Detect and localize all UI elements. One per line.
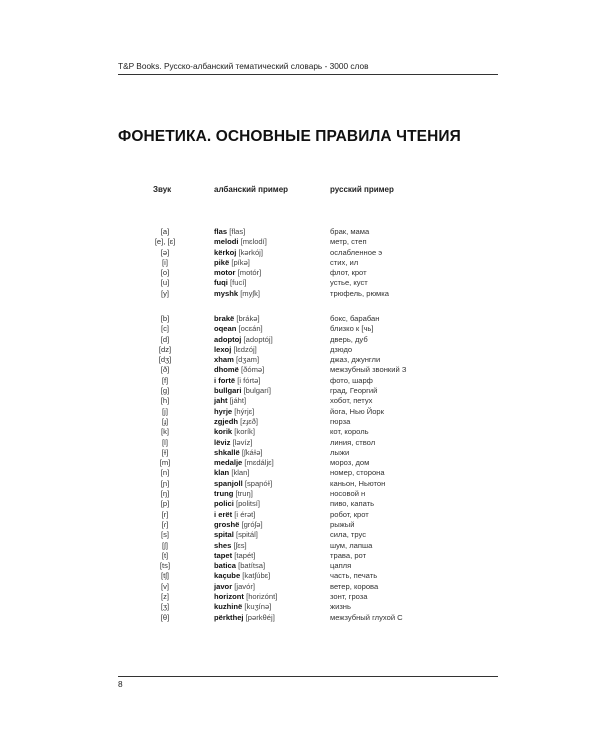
russian-example: град, Георгий	[330, 386, 378, 396]
albanian-word: horizont	[214, 592, 244, 602]
albanian-word: melodi	[214, 237, 239, 247]
table-row	[0, 407, 600, 417]
albanian-example	[214, 427, 255, 437]
sound-symbol: [c]	[160, 324, 170, 334]
albanian-example	[214, 278, 247, 288]
column-header-russian: русский пример	[330, 185, 394, 194]
sound-symbol: [ʃ]	[162, 540, 168, 550]
albanian-example	[214, 571, 270, 581]
table-row	[0, 448, 600, 458]
sound-symbol: [ts]	[159, 561, 171, 571]
albanian-word: spanjoll	[214, 478, 243, 488]
albanian-example	[214, 289, 260, 299]
albanian-example	[214, 396, 246, 406]
albanian-example	[214, 314, 260, 324]
albanian-word: polici	[214, 499, 234, 509]
albanian-word: hyrje	[214, 406, 233, 416]
transcription: [katʃúbɛ]	[242, 571, 271, 581]
sound-symbol: [ə]	[160, 247, 170, 257]
column-header-albanian: албанский пример	[214, 185, 289, 194]
transcription: [ʃɛs]	[233, 540, 247, 550]
albanian-word: bullgari	[214, 386, 242, 396]
table-row	[0, 227, 600, 237]
albanian-word: fuqi	[214, 278, 228, 288]
albanian-word: myshk	[214, 288, 239, 298]
albanian-word: medalje	[214, 458, 243, 468]
russian-example: часть, печать	[330, 571, 378, 581]
albanian-example	[214, 541, 247, 551]
sound-symbol: [ŋ]	[160, 489, 170, 499]
albanian-example	[214, 520, 263, 530]
russian-example: трава, рот	[330, 550, 367, 560]
sound-symbol: [i]	[162, 257, 168, 267]
table-row	[0, 335, 600, 345]
sound-symbol: [tʃ]	[160, 571, 170, 581]
russian-example: пиво, капать	[330, 499, 375, 509]
transcription: [brákə]	[236, 314, 260, 323]
transcription: [ðómə]	[241, 365, 265, 375]
sound-symbol: [u]	[160, 278, 170, 288]
sound-symbol: [o]	[160, 268, 170, 278]
albanian-example	[214, 268, 261, 278]
transcription: [bulgarí]	[243, 386, 272, 396]
transcription: [javór]	[234, 581, 255, 591]
russian-example: мороз, дом	[330, 458, 370, 468]
russian-example: трюфель, рюмка	[330, 288, 389, 298]
albanian-example	[214, 448, 263, 458]
russian-example: цапля	[330, 561, 352, 571]
sound-symbol: [dz]	[158, 344, 172, 354]
russian-example: йога, Нью Йорк	[330, 406, 384, 416]
sound-symbol: [ɫ]	[161, 447, 169, 457]
russian-example: каньон, Ньютон	[330, 478, 386, 488]
russian-example: ослабленное э	[330, 247, 383, 257]
sound-symbol: [d]	[160, 334, 170, 344]
albanian-word: brakë	[214, 314, 235, 323]
table-row	[0, 592, 600, 602]
table-row	[0, 602, 600, 612]
running-title: T&P Books. Русско-албанский тематический словарь - 3000 слов	[118, 61, 369, 71]
table-row	[0, 396, 600, 406]
transcription: [hýrjɛ]	[234, 406, 255, 416]
russian-example: межзубный глухой С	[330, 612, 403, 622]
consonants-table	[0, 314, 600, 623]
sound-symbol: [θ]	[160, 612, 170, 622]
albanian-word: lexoj	[214, 344, 232, 354]
albanian-word: shes	[214, 540, 232, 550]
transcription: [politsí]	[235, 499, 261, 509]
russian-example: гюрза	[330, 416, 351, 426]
table-row	[0, 499, 600, 509]
albanian-word: i fortë	[214, 375, 236, 385]
sound-symbol: [m]	[159, 458, 171, 468]
russian-example: носовой н	[330, 489, 366, 499]
transcription: [fucí]	[230, 278, 247, 288]
transcription: [klan]	[231, 468, 250, 478]
transcription: [i érət]	[234, 509, 256, 519]
sound-symbol: [dʒ]	[158, 355, 172, 365]
sound-symbol: [z]	[160, 592, 170, 602]
albanian-example	[214, 335, 273, 345]
table-row	[0, 510, 600, 520]
table-row	[0, 237, 600, 247]
sound-symbol: [ɾ]	[161, 519, 169, 529]
table-row	[0, 355, 600, 365]
transcription: [spitál]	[235, 530, 258, 540]
russian-example: ветер, корова	[330, 581, 379, 591]
albanian-word: shkallë	[214, 447, 240, 457]
albanian-word: lëviz	[214, 437, 231, 447]
transcription: [gróʃə]	[241, 519, 263, 529]
albanian-example	[214, 386, 271, 396]
albanian-word: pikë	[214, 257, 230, 267]
sound-symbol: [ɟ]	[161, 416, 169, 426]
albanian-word: tapet	[214, 550, 233, 560]
albanian-example	[214, 499, 260, 509]
vowels-table	[0, 227, 600, 299]
albanian-word: motor	[214, 268, 236, 278]
albanian-example	[214, 237, 267, 247]
transcription: [zɟɛð]	[240, 416, 259, 426]
transcription: [horizónt]	[246, 592, 278, 602]
transcription: [motór]	[237, 268, 262, 278]
albanian-word: kaçube	[214, 571, 241, 581]
transcription: [ocɛán]	[238, 324, 263, 334]
albanian-example	[214, 582, 255, 592]
table-row	[0, 582, 600, 592]
albanian-example	[214, 417, 258, 427]
albanian-example	[214, 479, 272, 489]
table-row	[0, 345, 600, 355]
transcription: [kərkój]	[238, 247, 263, 257]
table-row	[0, 268, 600, 278]
table-row	[0, 314, 600, 324]
albanian-word: trung	[214, 489, 234, 499]
russian-example: близко к [чь]	[330, 324, 374, 334]
russian-example: фото, шарф	[330, 375, 373, 385]
russian-example: джаз, джунгли	[330, 355, 381, 365]
russian-example: робот, крот	[330, 509, 369, 519]
header-rule	[118, 74, 498, 75]
albanian-word: batica	[214, 561, 236, 571]
albanian-example	[214, 592, 277, 602]
russian-example: флот, крот	[330, 268, 367, 278]
sound-symbol: [ð]	[160, 365, 170, 375]
albanian-example	[214, 258, 250, 268]
sound-symbol: [ʒ]	[160, 602, 170, 612]
russian-example: сила, трус	[330, 530, 367, 540]
table-row	[0, 376, 600, 386]
russian-example: межзубный звонкий З	[330, 365, 407, 375]
albanian-example	[214, 407, 254, 417]
transcription: [pərkθéj]	[245, 612, 275, 622]
albanian-word: dhomë	[214, 365, 239, 375]
albanian-word: jaht	[214, 396, 228, 406]
table-row	[0, 468, 600, 478]
transcription: [i fórtə]	[237, 375, 261, 385]
sound-symbol: [j]	[162, 406, 168, 416]
table-row	[0, 458, 600, 468]
albanian-example	[214, 376, 260, 386]
transcription: [adoptój]	[243, 334, 273, 344]
albanian-word: groshë	[214, 519, 240, 529]
sound-symbol: [h]	[160, 396, 170, 406]
sound-symbol: [e], [ɛ]	[154, 237, 176, 247]
russian-example: метр, степ	[330, 237, 367, 247]
albanian-word: adoptoj	[214, 334, 242, 344]
russian-example: линия, ствол	[330, 437, 376, 447]
albanian-word: xham	[214, 355, 234, 365]
albanian-example	[214, 324, 263, 334]
sound-symbol: [f]	[161, 375, 169, 385]
table-row	[0, 365, 600, 375]
table-row	[0, 258, 600, 268]
transcription: [píkə]	[231, 257, 250, 267]
transcription: [ləvíz]	[232, 437, 253, 447]
sound-symbol: [s]	[160, 530, 170, 540]
albanian-example	[214, 468, 249, 478]
page-number: 8	[118, 679, 123, 689]
russian-example: дверь, дуб	[330, 334, 368, 344]
transcription: [truŋ]	[235, 489, 253, 499]
sound-symbol: [n]	[160, 468, 170, 478]
sound-symbol: [b]	[160, 314, 170, 323]
sound-symbol: [k]	[160, 427, 170, 437]
sound-symbol: [y]	[160, 288, 170, 298]
transcription: [jáht]	[229, 396, 247, 406]
albanian-word: javor	[214, 581, 233, 591]
sound-symbol: [g]	[160, 386, 170, 396]
table-row	[0, 520, 600, 530]
albanian-word: zgjedh	[214, 416, 239, 426]
transcription: [lɛdzój]	[233, 344, 257, 354]
table-row	[0, 289, 600, 299]
transcription: [korík]	[234, 427, 255, 437]
table-row	[0, 571, 600, 581]
sound-symbol: [t]	[161, 550, 169, 560]
table-row	[0, 278, 600, 288]
russian-example: устье, куст	[330, 278, 368, 288]
albanian-word: kërkoj	[214, 247, 237, 257]
russian-example: жизнь	[330, 602, 351, 612]
albanian-example	[214, 530, 258, 540]
transcription: [myʃk]	[240, 288, 261, 298]
albanian-example	[214, 613, 275, 623]
albanian-word: kuzhinë	[214, 602, 243, 612]
transcription: [mɛlodí]	[240, 237, 267, 247]
sound-symbol: [r]	[161, 509, 169, 519]
russian-example: стих, ил	[330, 257, 359, 267]
transcription: [batítsa]	[238, 561, 266, 571]
albanian-example	[214, 345, 257, 355]
russian-example: номер, сторона	[330, 468, 385, 478]
table-row	[0, 386, 600, 396]
albanian-word: përkthej	[214, 612, 244, 622]
russian-example: лыжи	[330, 447, 350, 457]
albanian-word: flas	[214, 227, 228, 236]
table-row	[0, 551, 600, 561]
russian-example: дзюдо	[330, 344, 353, 354]
table-row	[0, 489, 600, 499]
sound-symbol: [l]	[162, 437, 168, 447]
albanian-example	[214, 489, 253, 499]
transcription: [kuʒínə]	[244, 602, 272, 612]
table-row	[0, 613, 600, 623]
albanian-example	[214, 355, 259, 365]
russian-example: рыжый	[330, 519, 355, 529]
albanian-example	[214, 458, 274, 468]
russian-example: шум, лапша	[330, 540, 373, 550]
sound-symbol: [v]	[160, 581, 170, 591]
albanian-word: spital	[214, 530, 234, 540]
russian-example: зонт, гроза	[330, 592, 368, 602]
russian-example: брак, мама	[330, 227, 370, 236]
table-row	[0, 438, 600, 448]
table-row	[0, 541, 600, 551]
albanian-example	[214, 365, 264, 375]
table-row	[0, 530, 600, 540]
transcription: [mɛdáljɛ]	[244, 458, 274, 468]
sound-symbol: [a]	[160, 227, 170, 236]
table-row	[0, 427, 600, 437]
table-row	[0, 248, 600, 258]
russian-example: кот, король	[330, 427, 369, 437]
table-row	[0, 417, 600, 427]
sound-symbol: [ɲ]	[160, 478, 170, 488]
albanian-word: oqean	[214, 324, 237, 334]
column-header-sound: Звук	[153, 185, 172, 194]
sound-symbol: [p]	[160, 499, 170, 509]
table-row	[0, 479, 600, 489]
albanian-example	[214, 510, 255, 520]
albanian-example	[214, 438, 252, 448]
table-row	[0, 324, 600, 334]
russian-example: хобот, петух	[330, 396, 373, 406]
transcription: [dʒam]	[235, 355, 260, 365]
albanian-example	[214, 551, 255, 561]
albanian-example	[214, 248, 263, 258]
albanian-example	[214, 602, 271, 612]
albanian-example	[214, 561, 265, 571]
footer-rule	[118, 676, 498, 677]
russian-example: бокс, барабан	[330, 314, 380, 323]
table-row	[0, 561, 600, 571]
transcription: [tapét]	[234, 550, 256, 560]
transcription: [spaɲóɫ]	[244, 478, 273, 488]
albanian-word: klan	[214, 468, 230, 478]
transcription: [flas]	[229, 227, 246, 236]
transcription: [ʃkáɫə]	[241, 447, 263, 457]
albanian-example	[214, 227, 245, 237]
albanian-word: i erët	[214, 509, 233, 519]
page-title: ФОНЕТИКА. ОСНОВНЫЕ ПРАВИЛА ЧТЕНИЯ	[118, 128, 461, 145]
albanian-word: korik	[214, 427, 233, 437]
